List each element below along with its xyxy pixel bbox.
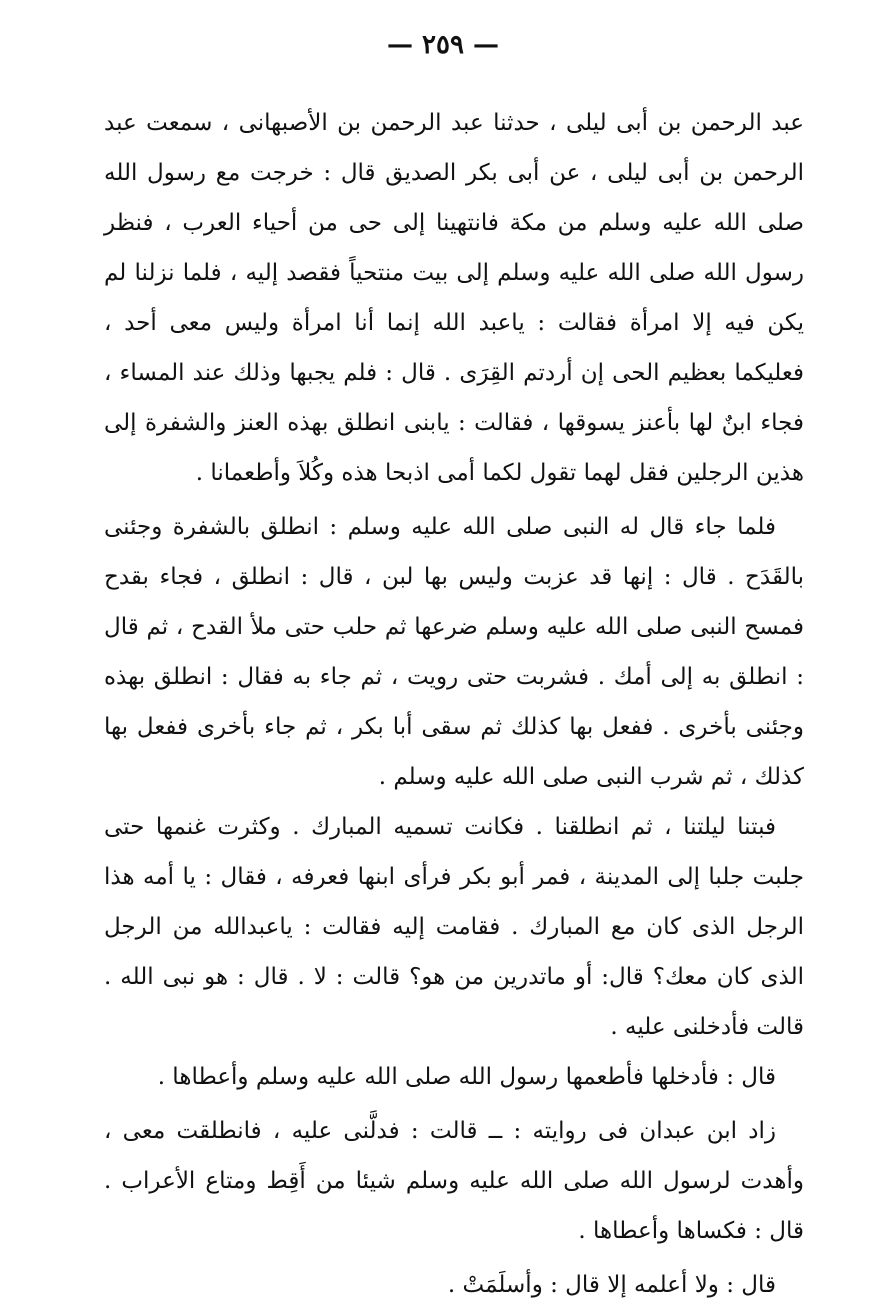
paragraph-4: قال : فأدخلها فأطعمها رسول الله صلى الله عليه وسلم وأعطاها . [157, 1064, 776, 1090]
page-body [104, 98, 804, 1310]
paragraph-2: فلما جاء قال له النبى صلى الله عليه وسلم : انطلق بالشفرة وجئنى بالقَدَح . قال : إنها قد عزبت وليس بها لبن ، قال : انطلق ، فجاء بقدح فمسح النبى صلى الله عليه وسلم ضرعها ثم حلب حتى ملأ القدح ، ثم قال : انطلق به إلى أمك . فشربت حتى رويت ، ثم جاء به فقال : انطلق بهذه وجئنى بأخرى . ففعل بها كذلك ثم سقى أبا بكر ، ثم جاء بأخرى ففعل بها كذلك ، ثم شرب النبى صلى الله عليه وسلم . [104, 514, 804, 790]
paragraph-5: زاد ابن عبدان فى روايته : ــ قالت : فدلَّنى عليه ، فانطلقت معى ، وأهدت لرسول الله صلى الله عليه وسلم شيئا من أَقِط ومتاع الأعراب . قال : فكساها وأعطاها . [104, 1118, 804, 1244]
paragraph-6: قال : ولا أعلمه إلا قال : وأسلَمَتْ . [447, 1272, 776, 1298]
paragraph-1: عبد الرحمن بن أبى ليلى ، حدثنا عبد الرحمن بن الأصبهانى ، سمعت عبد الرحمن بن أبى ليلى ، عن أبى بكر الصديق قال : خرجت مع رسول الله صلى الله عليه وسلم من مكة فانتهينا إلى حى من أحياء العرب ، فنظر رسول الله صلى الله عليه وسلم إلى بيت منتحياً فقصد إليه ، فلما نزلنا لم يكن فيه إلا امرأة فقالت : ياعبد الله إنما أنا امرأة وليس معى أحد ، فعليكما بعظيم الحى إن أردتم القِرَى . قال : فلم يجبها وذلك عند المساء ، فجاء ابنٌ لها بأعنز يسوقها ، فقالت : يابنى انطلق بهذه العنز والشفرة إلى هذين الرجلين فقل لهما تقول لكما أمى اذبحا هذه وكُلاَ وأطعمانا . [104, 110, 804, 486]
page-number: — ٢٥٩ — [386, 30, 500, 60]
paragraph-3: فبتنا ليلتنا ، ثم انطلقنا . فكانت تسميه المبارك . وكثرت غنمها حتى جلبت جلبا إلى المدينة ، فمر أبو بكر فرأى ابنها فعرفه ، فقال : يا أمه هذا الرجل الذى كان مع المبارك . فقامت إليه فقالت : ياعبدالله من الرجل الذى كان معك؟ قال: أو ماتدرين من هو؟ قالت : لا . قال : هو نبى الله . قالت فأدخلنى عليه . [104, 814, 804, 1040]
